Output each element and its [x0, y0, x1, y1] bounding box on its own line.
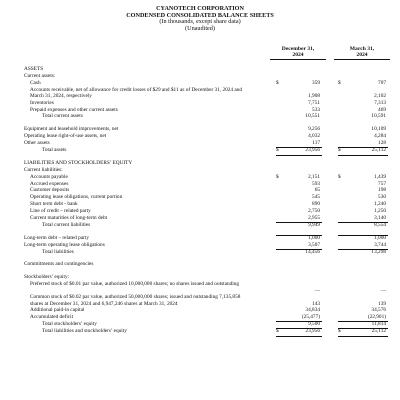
table-row — [0, 242, 400, 249]
column-header-dec-line1: December 31, — [281, 46, 315, 52]
table-row — [0, 73, 400, 80]
audit-note: (Unaudited) — [185, 24, 215, 32]
value-dec-2024: 9,256 — [308, 126, 320, 133]
value-dec-2024: 545 — [312, 194, 320, 201]
row-label: Total liabilities and stockholders’ equity — [42, 327, 127, 334]
value-mar-2024: 469 — [378, 106, 386, 113]
value-dec-2024: 890 — [312, 201, 320, 208]
value-mar-2024: 10,109 — [371, 126, 386, 133]
row-label: Operating lease right-of-use assets, net — [24, 133, 107, 140]
row-label: Customer deposits — [30, 187, 70, 194]
value-mar-2024: 530 — [378, 194, 386, 201]
table-row — [0, 167, 400, 174]
row-label: Total stockholders’ equity — [42, 321, 97, 328]
row-label: Total current assets — [42, 113, 83, 120]
value-mar-2024: (22,901) — [367, 314, 386, 321]
value-mar-2024: 13,298 — [371, 248, 386, 255]
table-row — [0, 314, 400, 321]
value-dec-2024: 2,151 — [308, 173, 320, 180]
table-row — [0, 328, 400, 335]
value-mar-2024: 25,112 — [371, 327, 386, 334]
value-mar-2024: 7,313 — [374, 99, 386, 106]
value-mar-2024: 198 — [378, 187, 386, 194]
value-dec-2024: 117 — [312, 140, 320, 147]
value-mar-2024: 10,591 — [371, 113, 386, 120]
table-row — [0, 281, 400, 294]
value-mar-2024: 128 — [378, 140, 386, 147]
table-row — [0, 181, 400, 188]
balance-sheet-table — [0, 66, 400, 335]
value-dec-2024: 593 — [312, 180, 320, 187]
row-label: Operating lease obligations, current portion — [30, 194, 123, 201]
value-mar-2024: 1,250 — [374, 208, 386, 215]
column-header-dec-line2: 2024 — [270, 52, 326, 60]
currency-symbol: $ — [338, 327, 341, 334]
value-dec-2024: 10,551 — [305, 113, 320, 120]
value-mar-2024: 4,284 — [374, 133, 386, 140]
row-label: Accounts payable — [30, 173, 68, 180]
value-mar-2024: 3,744 — [374, 241, 386, 248]
value-mar-2024: 2,102 — [374, 93, 386, 100]
value-dec-2024: 2,750 — [308, 208, 320, 215]
table-row — [0, 160, 400, 167]
value-dec-2024: 7,751 — [308, 99, 320, 106]
row-label: Accumulated deficit — [30, 314, 74, 321]
column-header-dec-2024 — [270, 46, 326, 60]
row-label: Line of credit – related party — [30, 208, 91, 215]
currency-symbol: $ — [338, 147, 341, 154]
row-label: Total assets — [42, 147, 67, 154]
column-header-mar-2024 — [334, 46, 390, 60]
value-mar-2024: 1,439 — [374, 173, 386, 180]
value-dec-2024: 2,955 — [308, 215, 320, 222]
value-dec-2024: 23,956 — [305, 327, 320, 334]
value-dec-2024: 1,908 — [308, 93, 320, 100]
table-row — [0, 66, 400, 73]
table-row — [0, 187, 400, 194]
row-label: Other assets — [24, 140, 50, 147]
row-label: ASSETS — [24, 66, 44, 72]
currency-symbol: $ — [338, 173, 341, 180]
row-label: Current assets: — [24, 72, 56, 79]
table-row — [0, 261, 400, 268]
value-mar-2024: 139 — [378, 300, 386, 307]
table-row — [0, 113, 400, 120]
value-dec-2024: 533 — [312, 106, 320, 113]
value-mar-2024: 757 — [378, 180, 386, 187]
value-mar-2024: 8,554 — [374, 221, 386, 228]
value-dec-2024: 23,956 — [305, 147, 320, 154]
currency-symbol: $ — [276, 327, 279, 334]
row-label: Inventories — [30, 99, 54, 106]
units-note: (In thousands, except share data) — [159, 18, 241, 26]
column-header-mar-line1: March 31, — [349, 46, 375, 52]
table-row — [0, 87, 400, 100]
value-dec-2024: — — [314, 287, 320, 294]
currency-symbol: $ — [276, 79, 279, 86]
value-dec-2024: 65 — [314, 187, 320, 194]
value-dec-2024: 4,032 — [308, 133, 320, 140]
row-label: Equipment and leasehold improvements, net — [24, 126, 119, 133]
table-row — [0, 194, 400, 201]
company-name: CYANOTECH CORPORATION — [156, 5, 244, 12]
row-label: Current maturities of long-term debt — [30, 215, 108, 222]
table-row — [0, 133, 400, 140]
row-label: Preferred stock of $0.01 par value, authorized 10,000,000 shares; no shares issued and outstanding — [30, 281, 240, 288]
value-dec-2024: 1,000 — [308, 234, 320, 241]
value-dec-2024: 3,507 — [308, 241, 320, 248]
table-row — [0, 321, 400, 328]
value-mar-2024: — — [380, 287, 386, 294]
value-dec-2024: 143 — [312, 300, 320, 307]
table-row — [0, 235, 400, 242]
row-label: Accounts receivable, net of allowance for credit losses of $29 and $11 as of December 31, 2024 and March 31, 2024, respectively — [30, 86, 243, 100]
table-row — [0, 215, 400, 222]
table-row — [0, 222, 400, 229]
value-dec-2024: (25,477) — [301, 314, 320, 321]
table-row — [0, 249, 400, 256]
row-label: Additional paid-in capital — [30, 307, 85, 314]
currency-symbol: $ — [276, 147, 279, 154]
table-row — [0, 107, 400, 114]
currency-symbol: $ — [338, 79, 341, 86]
row-label: Prepaid expenses and other current assets — [30, 106, 118, 113]
table-row — [0, 147, 400, 154]
value-mar-2024: 1,000 — [374, 234, 386, 241]
value-dec-2024: 9,949 — [308, 221, 320, 228]
row-label: LIABILITIES AND STOCKHOLDERS’ EQUITY — [24, 159, 133, 166]
row-label: Short term debt - bank — [30, 201, 78, 208]
currency-symbol: $ — [276, 173, 279, 180]
row-label: Cash — [30, 79, 41, 86]
value-dec-2024: 14,456 — [305, 248, 320, 255]
value-dec-2024: 34,834 — [305, 307, 320, 314]
value-mar-2024: 34,576 — [371, 307, 386, 314]
table-row — [0, 100, 400, 107]
row-label: Current liabilities: — [24, 166, 63, 173]
row-label: Accrued expenses — [30, 180, 69, 187]
table-row — [0, 140, 400, 147]
row-label: Common stock of $0.02 par value, authorized 50,000,000 shares; issued and outstanding 7,135,858 shares at December 31, 2024 and 6,947,246 shares at March 31, 2024 — [30, 294, 241, 307]
table-row — [0, 208, 400, 215]
value-mar-2024: 707 — [378, 79, 386, 86]
table-row — [0, 294, 400, 307]
value-mar-2024: 1,240 — [374, 201, 386, 208]
value-dec-2024: 9,500 — [308, 321, 320, 328]
row-label: Stockholders’ equity: — [24, 274, 70, 281]
row-label: Total liabilities — [42, 248, 74, 255]
statement-header — [0, 6, 400, 32]
row-label: Long-term operating lease obligations — [24, 241, 105, 248]
value-mar-2024: 3,140 — [374, 215, 386, 222]
row-label: Commitments and contingencies — [24, 261, 94, 268]
table-row — [0, 80, 400, 87]
row-label: Total current liabilities — [42, 221, 91, 228]
table-row — [0, 174, 400, 181]
value-mar-2024: 11,814 — [371, 321, 386, 328]
column-header-mar-line2: 2024 — [334, 52, 390, 60]
value-mar-2024: 25,112 — [371, 147, 386, 154]
value-dec-2024: 359 — [312, 79, 320, 86]
row-label: Long-term debt – related party — [24, 234, 90, 241]
statement-title: CONDENSED CONSOLIDATED BALANCE SHEETS — [126, 11, 274, 19]
